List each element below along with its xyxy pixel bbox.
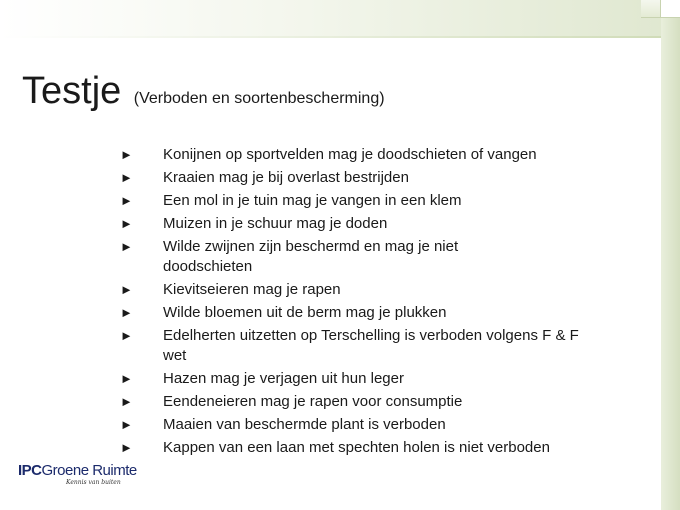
logo-groene-ruimte-text: Groene Ruimte: [41, 462, 137, 479]
bullet-arrow-icon: ►: [120, 170, 133, 185]
list-item: ► Kraaien mag je bij overlast bestrijden: [120, 169, 409, 186]
title-subtitle: (Verboden en soortenbescherming): [133, 90, 385, 107]
list-item: ► Edelherten uitzetten op Terschelling is verboden volgens F & F wet: [120, 327, 579, 364]
company-logo: [18, 462, 137, 486]
header-divider: [0, 36, 680, 38]
title-main: Testje: [22, 70, 122, 112]
list-item: ► Kappen van een laan met spechten holen is niet verboden: [120, 439, 550, 456]
corner-decoration-right: [660, 0, 680, 18]
bullet-arrow-icon: ►: [120, 440, 133, 455]
bullet-arrow-icon: ►: [120, 147, 133, 162]
bullet-list: [120, 145, 650, 461]
bullet-arrow-icon: ►: [120, 417, 133, 432]
list-item: ► Wilde zwijnen zijn beschermd en mag je niet doodschieten: [120, 238, 459, 275]
list-item: ► Maaien van beschermde plant is verboden: [120, 416, 446, 433]
slide-title: [22, 70, 385, 113]
list-item: ► Konijnen op sportvelden mag je doodschieten of vangen: [120, 146, 537, 163]
bullet-arrow-icon: ►: [120, 239, 133, 254]
list-item: ► Hazen mag je verjagen uit hun leger: [120, 370, 404, 387]
bullet-arrow-icon: ►: [120, 394, 133, 409]
bullet-arrow-icon: ►: [120, 371, 133, 386]
bullet-arrow-icon: ►: [120, 216, 133, 231]
list-item: ► Een mol in je tuin mag je vangen in een klem: [120, 192, 462, 209]
logo-ipc-text: IPC: [18, 462, 42, 479]
corner-decoration-left: [641, 0, 660, 18]
bullet-arrow-icon: ►: [120, 328, 133, 343]
logo-tagline: Kennis van buiten: [66, 479, 121, 486]
list-item: ► Wilde bloemen uit de berm mag je plukken: [120, 304, 447, 321]
list-item: ► Kievitseieren mag je rapen: [120, 281, 341, 298]
list-item: ► Muizen in je schuur mag je doden: [120, 215, 388, 232]
bullet-arrow-icon: ►: [120, 282, 133, 297]
bullet-arrow-icon: ►: [120, 305, 133, 320]
right-side-band: [661, 0, 680, 510]
header-band: [0, 0, 680, 36]
list-item: ► Eendeneieren mag je rapen voor consumptie: [120, 393, 463, 410]
bullet-arrow-icon: ►: [120, 193, 133, 208]
